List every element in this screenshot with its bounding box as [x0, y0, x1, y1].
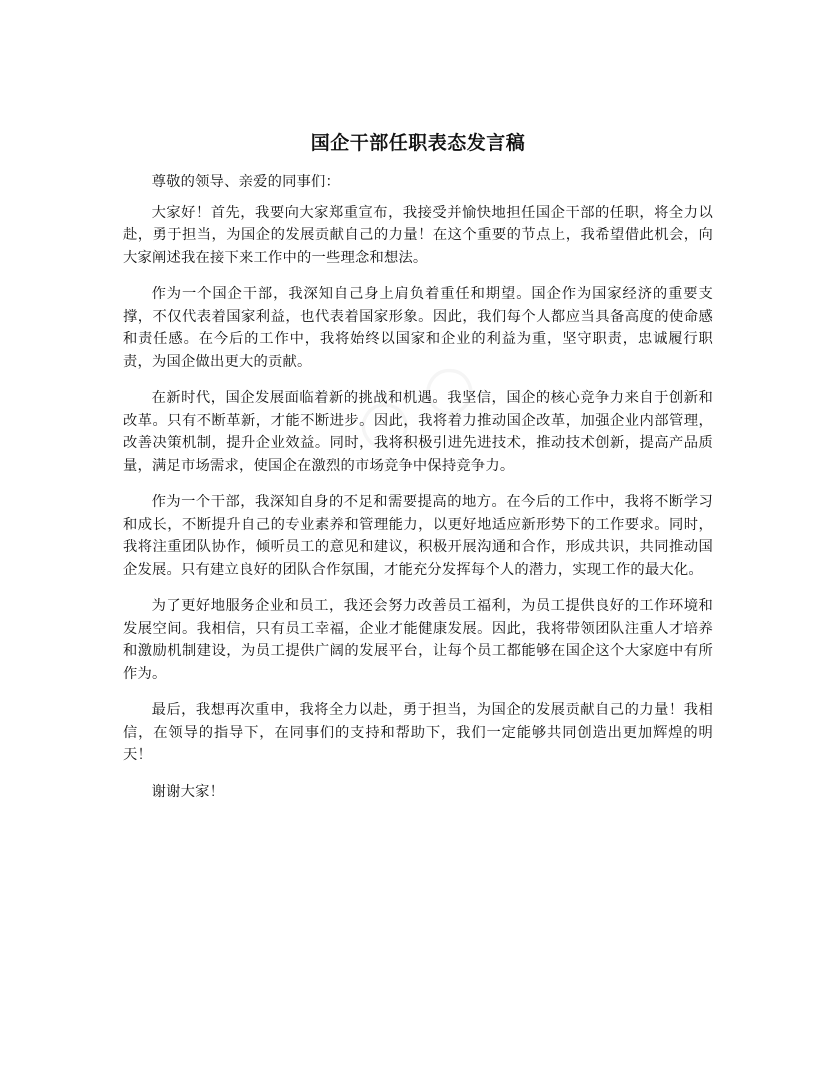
watermark: ○ ○	[343, 344, 487, 466]
greeting: 尊敬的领导、亲爱的同事们：	[151, 174, 341, 190]
paragraph-6: 最后，我想再次重申，我将全力以赴，勇于担当，为国企的发展贡献自己的力量！我相信，在领导的指导下，在同事们的支持和帮助下，我们一定能够共同创造出更加辉煌的明天！	[123, 702, 713, 763]
paragraph-5: 为了更好地服务企业和员工，我还会努力改善员工福利，为员工提供良好的工作环境和发展空间。我相信，只有员工幸福，企业才能健康发展。因此，我将带领团队注重人才培养和激励机制建设，为员工提供广阔的发展平台，让每个员工都能够在国企这个大家庭中有所作为。	[123, 598, 713, 682]
paragraph-3: 在新时代，国企发展面临着新的挑战和机遇。我坚信，国企的核心竞争力来自于创新和改革。只有不断革新，才能不断进步。因此，我将着力推动国企改革，加强企业内部管理，改善决策机制，提升企业效益。同时，我将积极引进先进技术，推动技术创新，提高产品质量，满足市场需求，使国企在激烈的市场竞争中保持竞争力。	[123, 390, 713, 474]
paragraph-2: 作为一个国企干部，我深知自己身上肩负着重任和期望。国企作为国家经济的重要支撑，不仅代表着国家利益，也代表着国家形象。因此，我们每个人都应当具备高度的使命感和责任感。在今后的工作中，我将始终以国家和企业的利益为重，坚守职责，忠诚履行职责，为国企做出更大的贡献。	[123, 286, 713, 370]
document-body	[123, 128, 713, 817]
closing: 谢谢大家！	[151, 783, 225, 800]
paragraph-4: 作为一个干部，我深知自身的不足和需要提高的地方。在今后的工作中，我将不断学习和成长，不断提升自己的专业素养和管理能力，以更好地适应新形势下的工作要求。同时，我将注重团队协作，倾听员工的意见和建议，积极开展沟通和合作，形成共识，共同推动国企发展。只有建立良好的团队合作氛围，才能充分发挥每个人的潜力，实现工作的最大化。	[123, 494, 713, 578]
document-title: 国企干部任职表态发言稿	[310, 132, 526, 154]
paragraph-1: 大家好！首先，我要向大家郑重宣布，我接受并愉快地担任国企干部的任职，将全力以赴，勇于担当，为国企的发展贡献自己的力量！在这个重要的节点上，我希望借此机会，向大家阐述我在接下来工作中的一些理念和想法。	[123, 204, 713, 266]
